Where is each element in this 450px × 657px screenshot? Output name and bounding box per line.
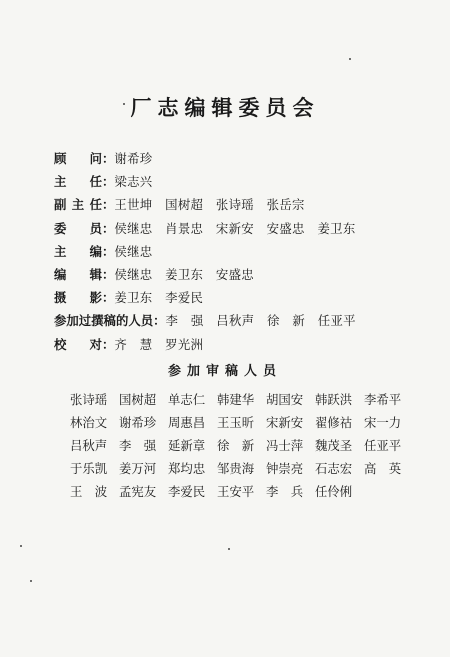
reviewers-heading: 参加审稿人员 (167, 364, 282, 379)
reviewer-name: 韩跃洪 (315, 392, 353, 407)
role-names: 谢希珍 (114, 151, 153, 166)
reviewer-name: 李 强 (119, 438, 157, 453)
reviewer-name: 王 波 (70, 484, 108, 499)
reviewer-name: 翟修祜 (315, 415, 353, 430)
scan-speck (30, 580, 32, 582)
role-names: 梁志兴 (114, 174, 153, 190)
reviewer-name: 冯士萍 (266, 438, 304, 453)
role-row-chief-editor: 主编：侯继忠 (54, 240, 356, 263)
reviewer-name: 宋新安 (266, 415, 304, 430)
role-label: 参加过撰稿的人员 (54, 313, 154, 329)
role-names: 王世坤 国树超 张诗瑶 张岳宗 (114, 197, 305, 213)
reviewers-row (70, 480, 413, 503)
reviewer-name: 任伶俐 (315, 484, 353, 499)
role-label: 主任 (54, 174, 102, 190)
role-row-proofreaders: 校对：齐 慧 罗光洲 (54, 333, 356, 356)
role-label: 委员 (54, 220, 102, 236)
role-row-deputy-director: 副主任：王世坤 国树超 张诗瑶 张岳宗 (54, 193, 356, 216)
scan-speck (228, 548, 230, 550)
reviewer-name: 张诗瑶 (70, 392, 108, 407)
reviewer-name: 单志仁 (168, 392, 206, 407)
role-names: 侯继忠 (114, 243, 153, 259)
reviewers-row (70, 388, 413, 411)
scan-speck (123, 103, 125, 105)
role-row-photography: 摄影：姜卫东 李爱民 (54, 286, 356, 309)
reviewer-name: 石志宏 (315, 461, 353, 476)
reviewer-name: 孟宪友 (119, 484, 157, 499)
page-title: 厂志编辑委员会 (130, 96, 320, 120)
reviewer-name: 王玉昕 (217, 415, 255, 430)
reviewer-name: 谢希珍 (119, 415, 157, 430)
role-row-writers: 参加过撰稿的人员：李 强 吕秋声 徐 新 任亚平 (54, 309, 356, 332)
role-names: 齐 慧 罗光洲 (114, 336, 204, 352)
reviewer-name: 姜万河 (119, 461, 157, 476)
reviewer-name: 周惠昌 (168, 415, 206, 430)
reviewer-name: 王安平 (217, 484, 255, 499)
committee-roles-list (54, 147, 356, 356)
role-row-members: 委员：侯继忠 肖景忠 宋新安 安盛忠 姜卫东 (54, 217, 356, 240)
role-label: 编辑 (54, 266, 102, 282)
reviewer-name: 郑均忠 (168, 461, 206, 476)
reviewer-name: 李希平 (364, 392, 402, 407)
reviewer-name: 李 兵 (266, 484, 304, 499)
role-row-editors: 编辑：侯继忠 姜卫东 安盛忠 (54, 263, 356, 286)
reviewer-name: 胡国安 (266, 392, 304, 407)
reviewer-name: 于乐凯 (70, 461, 108, 476)
reviewer-name: 钟崇亮 (266, 461, 304, 476)
reviewer-name: 宋一力 (364, 415, 402, 430)
reviewers-grid (70, 388, 413, 503)
role-row-director: 主任：梁志兴 (54, 170, 356, 193)
role-names: 姜卫东 李爱民 (114, 290, 204, 306)
role-label: 主编 (54, 243, 102, 259)
reviewer-name: 高 英 (364, 461, 402, 476)
reviewer-name: 吕秋声 (70, 438, 108, 453)
reviewer-name: 任亚平 (364, 438, 402, 453)
reviewers-row (70, 411, 413, 434)
reviewers-row (70, 434, 413, 457)
reviewer-name: 魏茂圣 (315, 438, 353, 453)
scan-speck (20, 545, 22, 547)
reviewer-name: 徐 新 (217, 438, 255, 453)
reviewer-name: 韩建华 (217, 392, 255, 407)
role-names: 李 强 吕秋声 徐 新 任亚平 (165, 313, 356, 329)
reviewer-name: 林治文 (70, 415, 108, 430)
scan-speck (349, 58, 351, 60)
reviewer-name: 李爱民 (168, 484, 206, 499)
role-label: 副主任 (54, 197, 102, 213)
role-names: 侯继忠 肖景忠 宋新安 安盛忠 姜卫东 (114, 220, 356, 236)
reviewer-name: 延新章 (168, 438, 206, 453)
role-label: 摄影 (54, 290, 102, 306)
reviewer-name: 国树超 (119, 392, 157, 407)
role-names: 侯继忠 姜卫东 安盛忠 (114, 266, 254, 282)
role-label: 校对 (54, 336, 102, 352)
reviewers-row (70, 457, 413, 480)
role-row-adviser: 顾问：谢希珍 (54, 147, 356, 170)
role-label: 顾问 (54, 151, 102, 166)
reviewer-name: 邹贵海 (217, 461, 255, 476)
